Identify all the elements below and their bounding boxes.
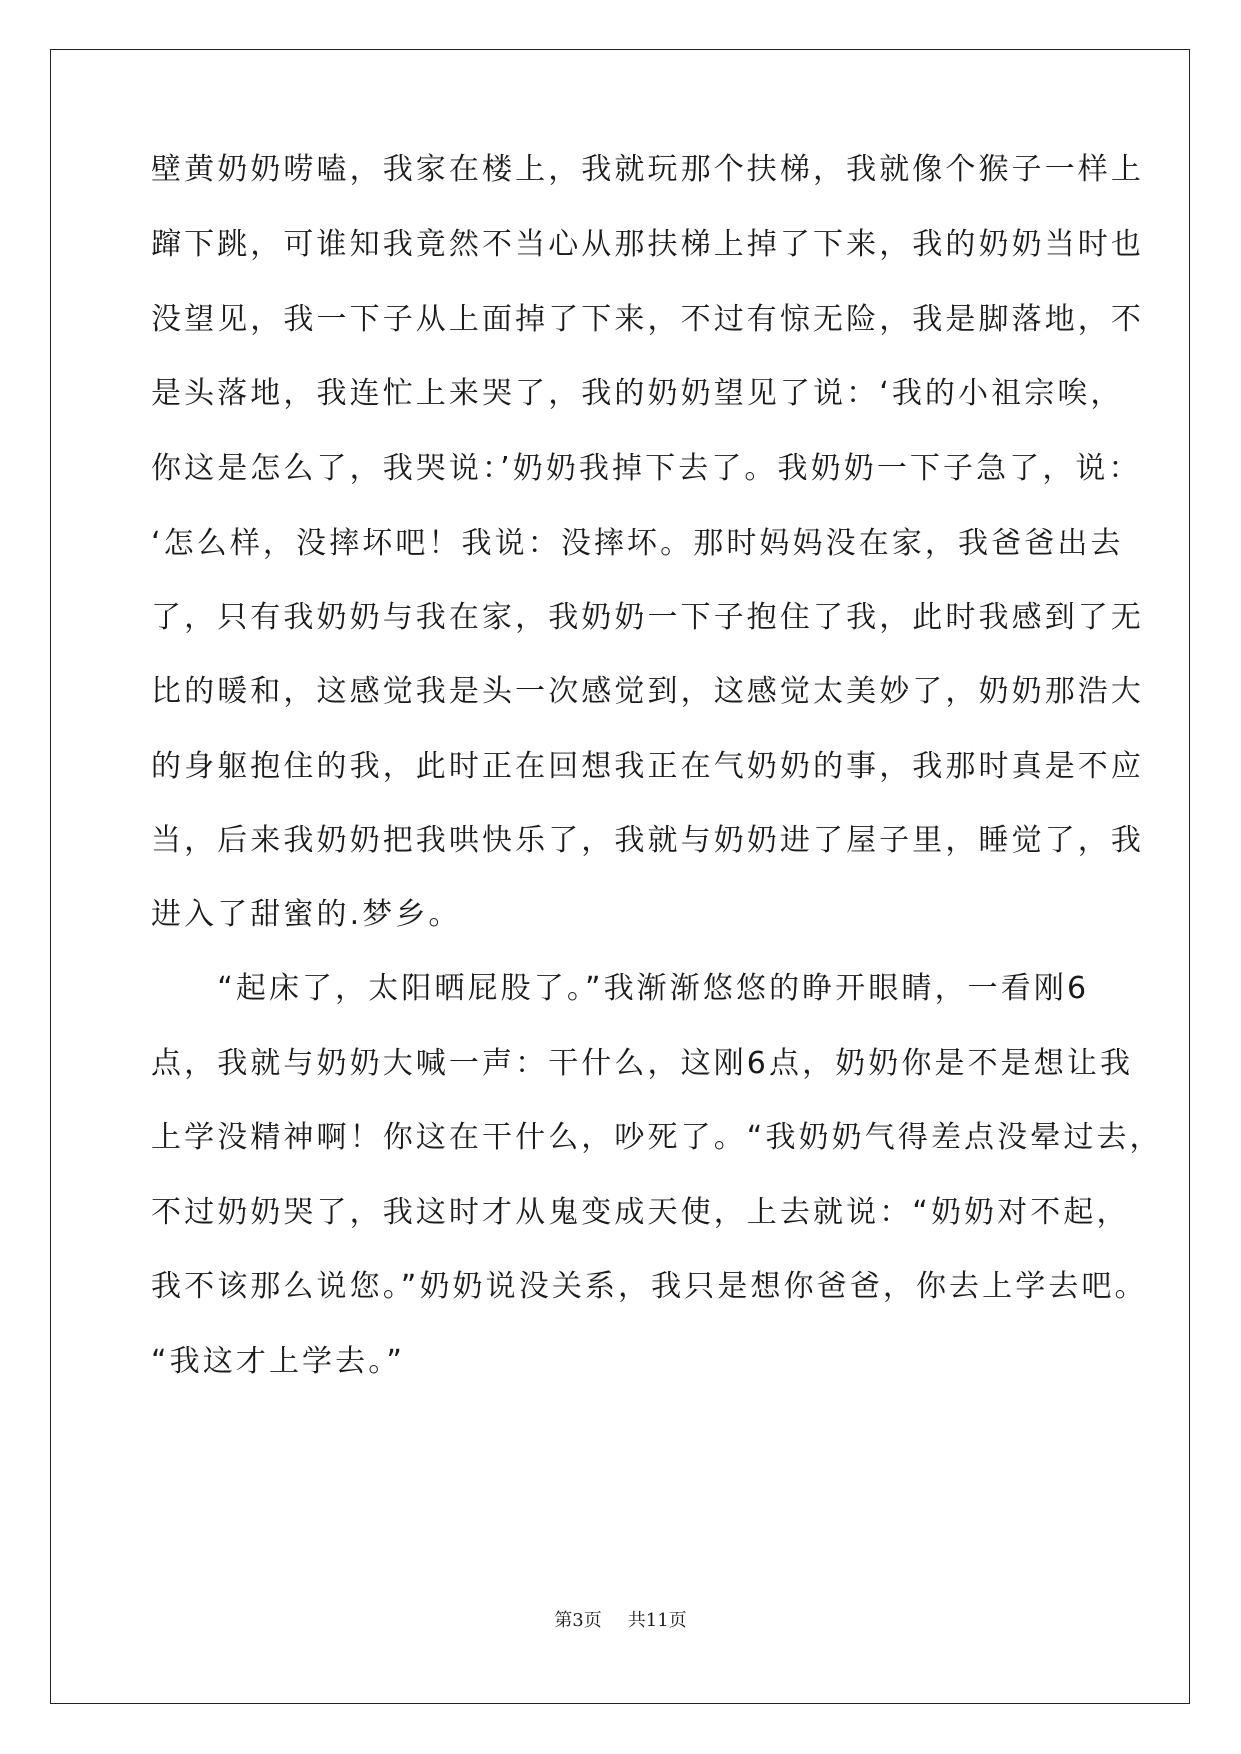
page-number: 第3页	[554, 1610, 602, 1631]
text-line: 不过奶奶哭了，我这时才从鬼变成天使，上去就说：“奶奶对不起，	[151, 1195, 1130, 1230]
text-line: 蹿下跳，可谁知我竟然不当心从那扶梯上掉了下来，我的奶奶当时也	[151, 227, 1144, 262]
text-line: “我这才上学去。”	[151, 1344, 405, 1379]
text-line: 没望见，我一下子从上面掉了下来，不过有惊无险，我是脚落地，不	[151, 302, 1144, 337]
text-line: 点，我就与奶奶大喊一声：干什么，这刚6点，奶奶你是不是想让我	[151, 1046, 1134, 1081]
text-line: 上学没精神啊！你这在干什么，吵死了。“我奶奶气得差点没晕过去，	[151, 1120, 1163, 1155]
text-line: “起床了，太阳晒屁股了。”我渐渐悠悠的睁开眼睛，一看刚6	[151, 971, 1090, 1006]
page-footer	[0, 1609, 1241, 1633]
text-line: 你这是怎么了，我哭说：’奶奶我掉下去了。我奶奶一下子急了，说：	[151, 451, 1142, 486]
page-total: 共11页	[627, 1610, 687, 1631]
text-line: 进入了甜蜜的.梦乡。	[151, 897, 462, 932]
text-line: 了，只有我奶奶与我在家，我奶奶一下子抱住了我，此时我感到了无	[151, 600, 1144, 635]
text-line: 是头落地，我连忙上来哭了，我的奶奶望见了说：‘我的小祖宗唉，	[151, 376, 1124, 411]
text-line: ‘怎么样，没摔坏吧！我说：没摔坏。那时妈妈没在家，我爸爸出去	[151, 526, 1124, 561]
text-line: 当，后来我奶奶把我哄快乐了，我就与奶奶进了屋子里，睡觉了，我	[151, 823, 1144, 858]
page-border	[50, 49, 1190, 1704]
text-line: 比的暖和，这感觉我是头一次感觉到，这感觉太美妙了，奶奶那浩大	[151, 674, 1144, 709]
text-line: 壁黄奶奶唠嗑，我家在楼上，我就玩那个扶梯，我就像个猴子一样上	[151, 152, 1144, 187]
text-line: 我不该那么说您。”奶奶说没关系，我只是想你爸爸，你去上学去吧。	[151, 1269, 1148, 1304]
text-line: 的身躯抱住的我，此时正在回想我正在气奶奶的事，我那时真是不应	[151, 749, 1144, 784]
